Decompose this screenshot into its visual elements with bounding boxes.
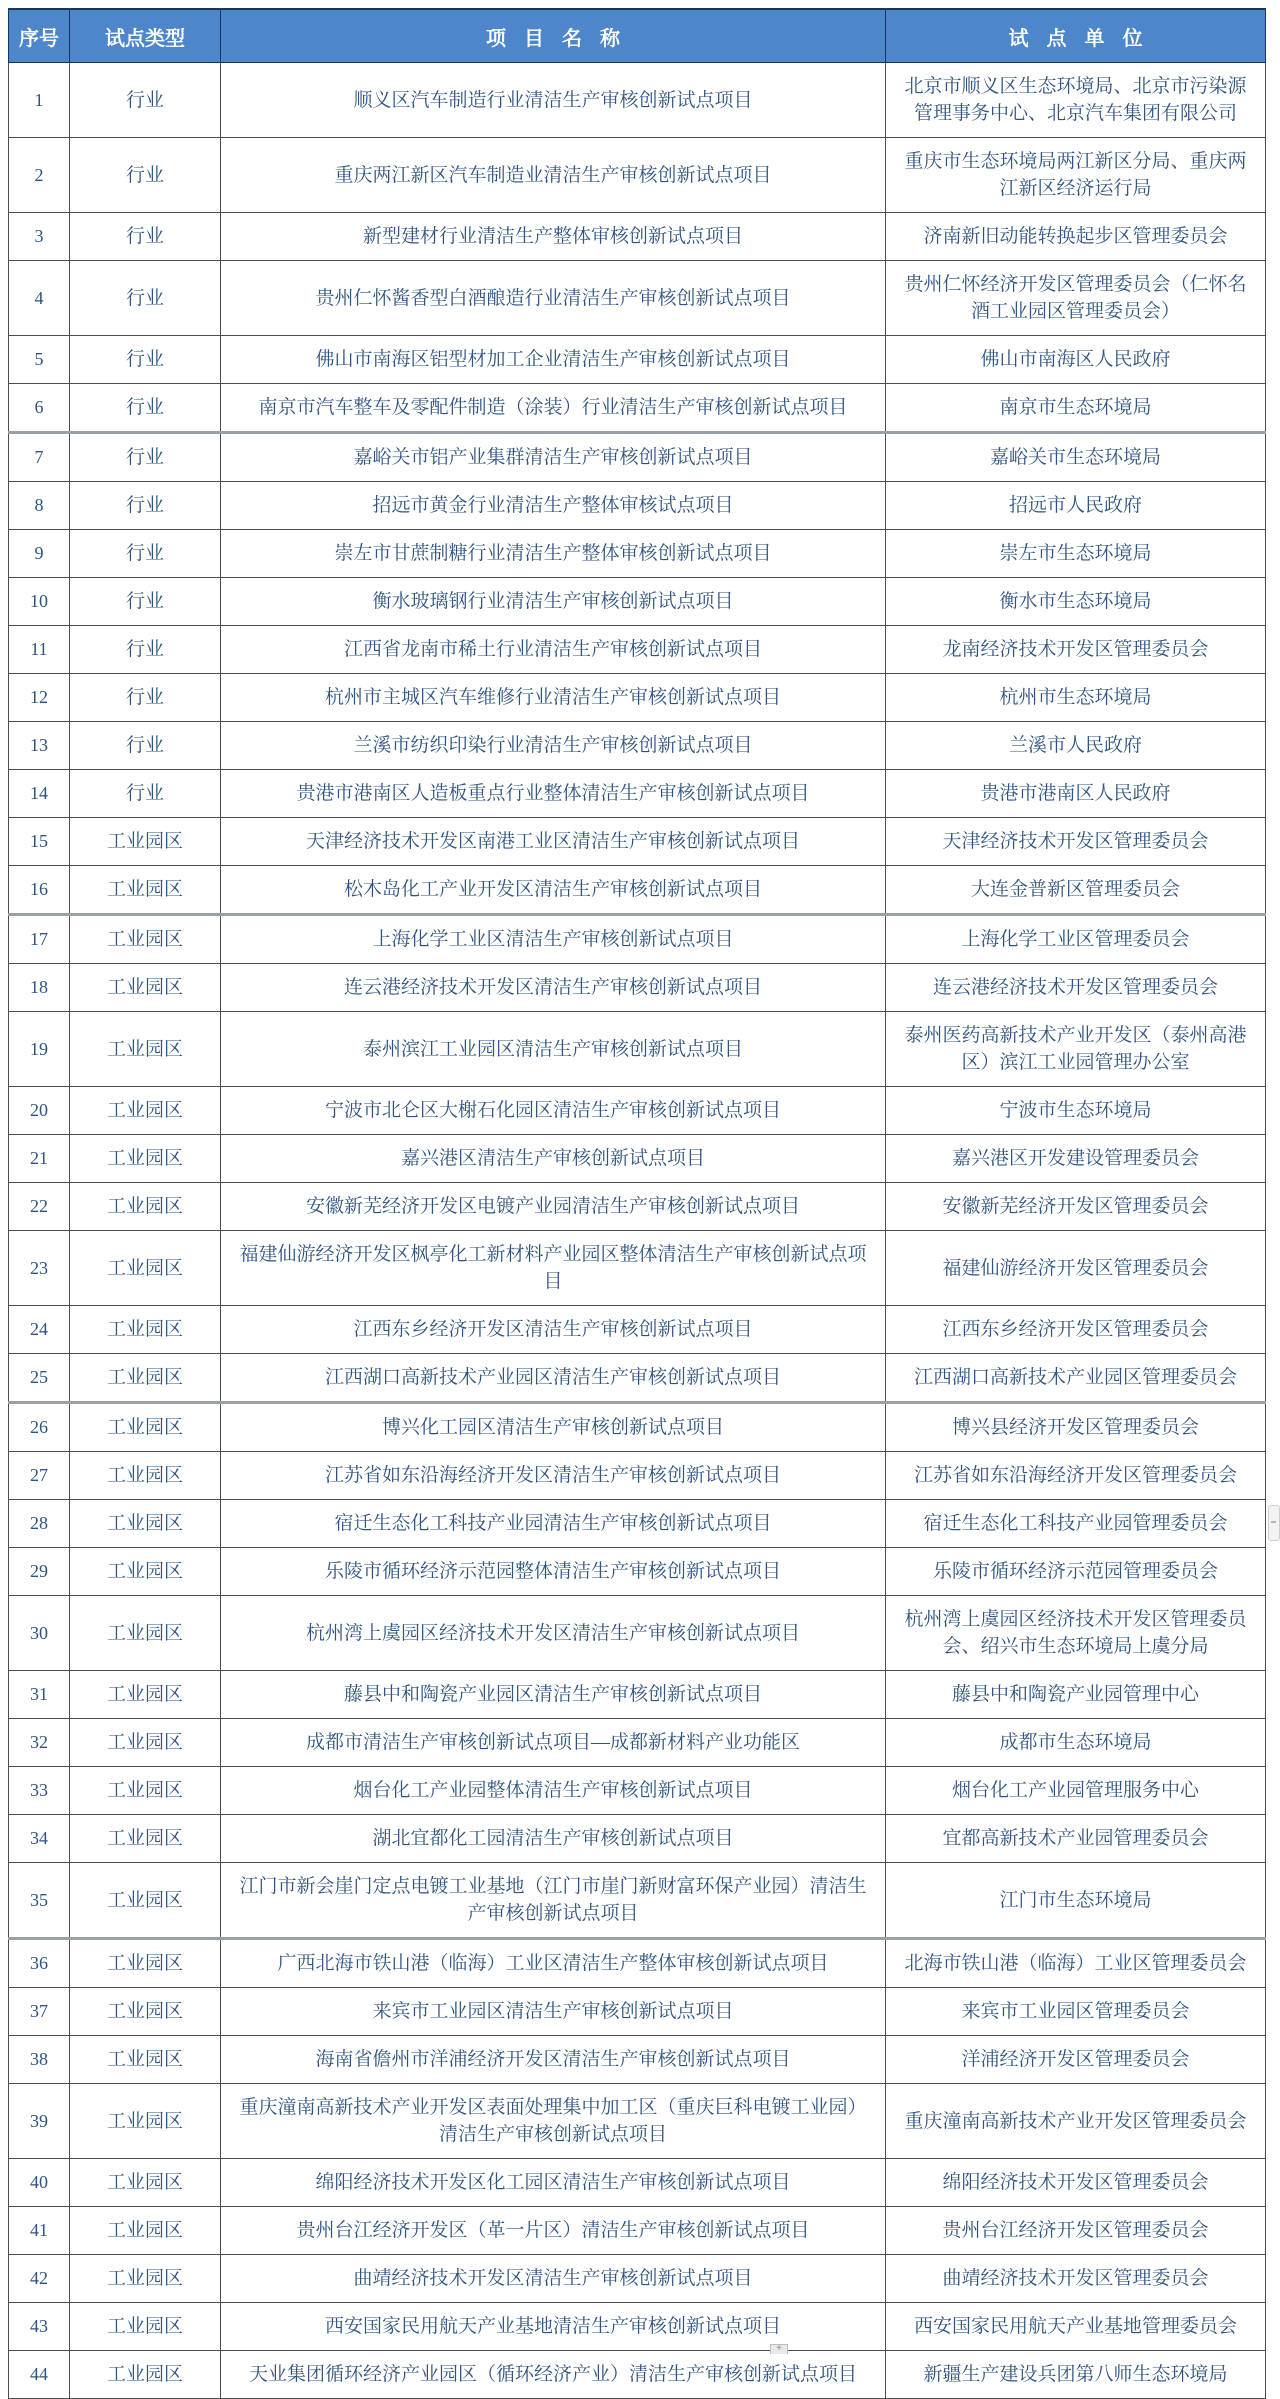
row-project-cell: 江西省龙南市稀土行业清洁生产审核创新试点项目 [221,626,886,674]
row-type-cell: 工业园区 [70,1548,221,1596]
row-index-cell: 37 [9,1988,70,2036]
row-project-cell: 崇左市甘蔗制糖行业清洁生产整体审核创新试点项目 [221,530,886,578]
row-type-cell: 工业园区 [70,1719,221,1767]
row-index-cell: 12 [9,674,70,722]
row-unit-cell: 济南新旧动能转换起步区管理委员会 [886,213,1266,261]
row-index-cell: 33 [9,1767,70,1815]
row-type-cell: 行业 [70,626,221,674]
row-index-cell: 20 [9,1087,70,1135]
table-row [9,1135,1266,1183]
row-type-cell: 工业园区 [70,915,221,964]
table-row [9,674,1266,722]
row-type-cell: 行业 [70,261,221,336]
row-unit-cell: 曲靖经济技术开发区管理委员会 [886,2255,1266,2303]
row-unit-cell: 杭州湾上虞园区经济技术开发区管理委员会、绍兴市生态环境局上虞分局 [886,1596,1266,1671]
row-index-cell: 26 [9,1403,70,1452]
row-project-cell: 衡水玻璃钢行业清洁生产审核创新试点项目 [221,578,886,626]
row-project-cell: 曲靖经济技术开发区清洁生产审核创新试点项目 [221,2255,886,2303]
table-row [9,384,1266,433]
row-unit-cell: 崇左市生态环境局 [886,530,1266,578]
table-row [9,2303,1266,2351]
row-type-cell: 行业 [70,770,221,818]
row-index-cell: 9 [9,530,70,578]
table-row [9,1087,1266,1135]
row-unit-cell: 烟台化工产业园管理服务中心 [886,1767,1266,1815]
row-unit-cell: 北海市铁山港（临海）工业区管理委员会 [886,1939,1266,1988]
row-project-cell: 天津经济技术开发区南港工业区清洁生产审核创新试点项目 [221,818,886,866]
column-header-index: 序号 [9,9,70,63]
table-row [9,2159,1266,2207]
table-body [9,63,1266,2399]
row-index-cell: 4 [9,261,70,336]
row-type-cell: 行业 [70,384,221,433]
row-type-cell: 工业园区 [70,1988,221,2036]
row-index-cell: 18 [9,964,70,1012]
row-unit-cell: 江西湖口高新技术产业园区管理委员会 [886,1354,1266,1403]
row-type-cell: 工业园区 [70,2303,221,2351]
row-unit-cell: 招远市人民政府 [886,482,1266,530]
row-index-cell: 17 [9,915,70,964]
table-row [9,63,1266,138]
row-type-cell: 工业园区 [70,1231,221,1306]
row-type-cell: 工业园区 [70,1815,221,1863]
row-project-cell: 成都市清洁生产审核创新试点项目—成都新材料产业功能区 [221,1719,886,1767]
row-type-cell: 工业园区 [70,1500,221,1548]
row-unit-cell: 江苏省如东沿海经济开发区管理委员会 [886,1452,1266,1500]
table-row [9,1548,1266,1596]
table-row [9,138,1266,213]
row-index-cell: 39 [9,2084,70,2159]
row-index-cell: 3 [9,213,70,261]
row-project-cell: 广西北海市铁山港（临海）工业区清洁生产整体审核创新试点项目 [221,1939,886,1988]
row-type-cell: 行业 [70,433,221,482]
row-project-cell: 贵港市港南区人造板重点行业整体清洁生产审核创新试点项目 [221,770,886,818]
row-unit-cell: 宁波市生态环境局 [886,1087,1266,1135]
row-index-cell: 35 [9,1863,70,1939]
row-type-cell: 工业园区 [70,2255,221,2303]
row-unit-cell: 博兴县经济开发区管理委员会 [886,1403,1266,1452]
table-row [9,866,1266,915]
table-row [9,1671,1266,1719]
row-type-cell: 工业园区 [70,1087,221,1135]
row-project-cell: 重庆潼南高新技术产业开发区表面处理集中加工区（重庆巨科电镀工业园）清洁生产审核创新试点项目 [221,2084,886,2159]
row-index-cell: 10 [9,578,70,626]
table-row [9,915,1266,964]
row-unit-cell: 来宾市工业园区管理委员会 [886,1988,1266,2036]
row-unit-cell: 兰溪市人民政府 [886,722,1266,770]
row-type-cell: 工业园区 [70,964,221,1012]
row-unit-cell: 安徽新芜经济开发区管理委员会 [886,1183,1266,1231]
table-row [9,2084,1266,2159]
row-project-cell: 乐陵市循环经济示范园整体清洁生产审核创新试点项目 [221,1548,886,1596]
table-row [9,213,1266,261]
table-row [9,433,1266,482]
row-project-cell: 南京市汽车整车及零配件制造（涂装）行业清洁生产审核创新试点项目 [221,384,886,433]
row-type-cell: 行业 [70,138,221,213]
row-unit-cell: 重庆市生态环境局两江新区分局、重庆两江新区经济运行局 [886,138,1266,213]
row-unit-cell: 江门市生态环境局 [886,1863,1266,1939]
table-row [9,1183,1266,1231]
row-type-cell: 工业园区 [70,2159,221,2207]
table-row [9,261,1266,336]
row-index-cell: 30 [9,1596,70,1671]
column-header-type: 试点类型 [70,9,221,63]
row-project-cell: 招远市黄金行业清洁生产整体审核试点项目 [221,482,886,530]
row-index-cell: 36 [9,1939,70,1988]
row-type-cell: 工业园区 [70,1012,221,1087]
row-project-cell: 藤县中和陶瓷产业园区清洁生产审核创新试点项目 [221,1671,886,1719]
row-index-cell: 13 [9,722,70,770]
row-type-cell: 工业园区 [70,2207,221,2255]
row-index-cell: 16 [9,866,70,915]
row-unit-cell: 嘉峪关市生态环境局 [886,433,1266,482]
table-row [9,1500,1266,1548]
row-index-cell: 28 [9,1500,70,1548]
row-unit-cell: 江西东乡经济开发区管理委员会 [886,1306,1266,1354]
row-project-cell: 绵阳经济技术开发区化工园区清洁生产审核创新试点项目 [221,2159,886,2207]
row-index-cell: 31 [9,1671,70,1719]
row-type-cell: 工业园区 [70,2351,221,2399]
row-type-cell: 工业园区 [70,1183,221,1231]
row-type-cell: 工业园区 [70,1767,221,1815]
row-index-cell: 1 [9,63,70,138]
table-row [9,2036,1266,2084]
row-type-cell: 行业 [70,530,221,578]
table-header-row [9,9,1266,63]
table-row [9,1767,1266,1815]
column-header-unit: 试点单位 [886,9,1266,63]
row-unit-cell: 重庆潼南高新技术产业开发区管理委员会 [886,2084,1266,2159]
row-project-cell: 兰溪市纺织印染行业清洁生产审核创新试点项目 [221,722,886,770]
row-unit-cell: 西安国家民用航天产业基地管理委员会 [886,2303,1266,2351]
row-type-cell: 工业园区 [70,1596,221,1671]
table-row [9,1354,1266,1403]
table-row [9,578,1266,626]
row-index-cell: 25 [9,1354,70,1403]
table-row [9,482,1266,530]
row-project-cell: 江门市新会崖门定点电镀工业基地（江门市崖门新财富环保产业园）清洁生产审核创新试点项目 [221,1863,886,1939]
table-row [9,1231,1266,1306]
row-project-cell: 来宾市工业园区清洁生产审核创新试点项目 [221,1988,886,2036]
row-unit-cell: 连云港经济技术开发区管理委员会 [886,964,1266,1012]
row-type-cell: 工业园区 [70,2084,221,2159]
row-project-cell: 湖北宜都化工园清洁生产审核创新试点项目 [221,1815,886,1863]
row-index-cell: 8 [9,482,70,530]
row-index-cell: 32 [9,1719,70,1767]
row-project-cell: 重庆两江新区汽车制造业清洁生产审核创新试点项目 [221,138,886,213]
row-unit-cell: 绵阳经济技术开发区管理委员会 [886,2159,1266,2207]
row-project-cell: 顺义区汽车制造行业清洁生产审核创新试点项目 [221,63,886,138]
row-unit-cell: 龙南经济技术开发区管理委员会 [886,626,1266,674]
row-index-cell: 14 [9,770,70,818]
table-row [9,1815,1266,1863]
row-project-cell: 江苏省如东沿海经济开发区清洁生产审核创新试点项目 [221,1452,886,1500]
row-unit-cell: 贵州仁怀经济开发区管理委员会（仁怀名酒工业园区管理委员会） [886,261,1266,336]
row-index-cell: 15 [9,818,70,866]
row-index-cell: 6 [9,384,70,433]
row-index-cell: 41 [9,2207,70,2255]
row-index-cell: 40 [9,2159,70,2207]
row-unit-cell: 北京市顺义区生态环境局、北京市污染源管理事务中心、北京汽车集团有限公司 [886,63,1266,138]
row-type-cell: 行业 [70,674,221,722]
scrollbar-thumb[interactable] [1268,1505,1280,1541]
row-project-cell: 宿迁生态化工科技产业园清洁生产审核创新试点项目 [221,1500,886,1548]
row-index-cell: 43 [9,2303,70,2351]
row-type-cell: 工业园区 [70,1671,221,1719]
row-index-cell: 38 [9,2036,70,2084]
row-unit-cell: 泰州医药高新技术产业开发区（泰州高港区）滨江工业园管理办公室 [886,1012,1266,1087]
table-row [9,530,1266,578]
row-unit-cell: 衡水市生态环境局 [886,578,1266,626]
row-type-cell: 行业 [70,213,221,261]
table-row [9,336,1266,384]
table-row [9,818,1266,866]
row-index-cell: 29 [9,1548,70,1596]
row-index-cell: 24 [9,1306,70,1354]
table-row [9,2351,1266,2399]
row-project-cell: 福建仙游经济开发区枫亭化工新材料产业园区整体清洁生产审核创新试点项目 [221,1231,886,1306]
row-index-cell: 7 [9,433,70,482]
table-row [9,626,1266,674]
column-header-project: 项目名称 [221,9,886,63]
row-type-cell: 行业 [70,63,221,138]
row-index-cell: 27 [9,1452,70,1500]
row-index-cell: 23 [9,1231,70,1306]
table-row [9,1988,1266,2036]
row-project-cell: 上海化学工业区清洁生产审核创新试点项目 [221,915,886,964]
row-project-cell: 宁波市北仑区大榭石化园区清洁生产审核创新试点项目 [221,1087,886,1135]
row-type-cell: 工业园区 [70,2036,221,2084]
row-unit-cell: 嘉兴港区开发建设管理委员会 [886,1135,1266,1183]
row-index-cell: 34 [9,1815,70,1863]
table-row [9,722,1266,770]
table-row [9,2207,1266,2255]
row-project-cell: 新型建材行业清洁生产整体审核创新试点项目 [221,213,886,261]
row-unit-cell: 乐陵市循环经济示范园管理委员会 [886,1548,1266,1596]
row-type-cell: 行业 [70,578,221,626]
row-type-cell: 工业园区 [70,1306,221,1354]
row-index-cell: 44 [9,2351,70,2399]
row-index-cell: 2 [9,138,70,213]
row-type-cell: 工业园区 [70,866,221,915]
row-type-cell: 工业园区 [70,1135,221,1183]
row-project-cell: 江西湖口高新技术产业园区清洁生产审核创新试点项目 [221,1354,886,1403]
row-index-cell: 19 [9,1012,70,1087]
page-control[interactable]: + [770,2344,788,2354]
row-unit-cell: 新疆生产建设兵团第八师生态环境局 [886,2351,1266,2399]
row-project-cell: 嘉峪关市铝产业集群清洁生产审核创新试点项目 [221,433,886,482]
row-unit-cell: 佛山市南海区人民政府 [886,336,1266,384]
row-unit-cell: 天津经济技术开发区管理委员会 [886,818,1266,866]
row-index-cell: 11 [9,626,70,674]
row-project-cell: 安徽新芜经济开发区电镀产业园清洁生产审核创新试点项目 [221,1183,886,1231]
row-type-cell: 工业园区 [70,1354,221,1403]
row-type-cell: 行业 [70,336,221,384]
row-unit-cell: 宿迁生态化工科技产业园管理委员会 [886,1500,1266,1548]
row-project-cell: 连云港经济技术开发区清洁生产审核创新试点项目 [221,964,886,1012]
row-unit-cell: 宜都高新技术产业园管理委员会 [886,1815,1266,1863]
row-unit-cell: 南京市生态环境局 [886,384,1266,433]
row-unit-cell: 福建仙游经济开发区管理委员会 [886,1231,1266,1306]
row-project-cell: 嘉兴港区清洁生产审核创新试点项目 [221,1135,886,1183]
row-unit-cell: 藤县中和陶瓷产业园管理中心 [886,1671,1266,1719]
row-unit-cell: 贵州台江经济开发区管理委员会 [886,2207,1266,2255]
table-row [9,770,1266,818]
row-unit-cell: 贵港市港南区人民政府 [886,770,1266,818]
row-project-cell: 天业集团循环经济产业园区（循环经济产业）清洁生产审核创新试点项目 [221,2351,886,2399]
table-row [9,1596,1266,1671]
row-project-cell: 海南省儋州市洋浦经济开发区清洁生产审核创新试点项目 [221,2036,886,2084]
table-row [9,1939,1266,1988]
row-unit-cell: 大连金普新区管理委员会 [886,866,1266,915]
table-row [9,1306,1266,1354]
row-index-cell: 22 [9,1183,70,1231]
row-type-cell: 工业园区 [70,818,221,866]
table-row [9,964,1266,1012]
row-project-cell: 泰州滨江工业园区清洁生产审核创新试点项目 [221,1012,886,1087]
table-row [9,2255,1266,2303]
row-type-cell: 工业园区 [70,1939,221,1988]
row-unit-cell: 上海化学工业区管理委员会 [886,915,1266,964]
row-index-cell: 42 [9,2255,70,2303]
table-row [9,1452,1266,1500]
row-type-cell: 行业 [70,722,221,770]
row-project-cell: 杭州湾上虞园区经济技术开发区清洁生产审核创新试点项目 [221,1596,886,1671]
row-index-cell: 5 [9,336,70,384]
row-type-cell: 工业园区 [70,1452,221,1500]
table-row [9,1863,1266,1939]
row-project-cell: 佛山市南海区铝型材加工企业清洁生产审核创新试点项目 [221,336,886,384]
row-unit-cell: 杭州市生态环境局 [886,674,1266,722]
row-project-cell: 江西东乡经济开发区清洁生产审核创新试点项目 [221,1306,886,1354]
row-type-cell: 工业园区 [70,1403,221,1452]
row-project-cell: 杭州市主城区汽车维修行业清洁生产审核创新试点项目 [221,674,886,722]
row-project-cell: 西安国家民用航天产业基地清洁生产审核创新试点项目 [221,2303,886,2351]
row-project-cell: 烟台化工产业园整体清洁生产审核创新试点项目 [221,1767,886,1815]
row-unit-cell: 成都市生态环境局 [886,1719,1266,1767]
table-row [9,1403,1266,1452]
row-index-cell: 21 [9,1135,70,1183]
row-unit-cell: 洋浦经济开发区管理委员会 [886,2036,1266,2084]
row-project-cell: 松木岛化工产业开发区清洁生产审核创新试点项目 [221,866,886,915]
pilot-project-table [8,8,1266,2399]
table-row [9,1012,1266,1087]
row-project-cell: 贵州台江经济开发区（革一片区）清洁生产审核创新试点项目 [221,2207,886,2255]
table-row [9,1719,1266,1767]
row-type-cell: 行业 [70,482,221,530]
row-project-cell: 贵州仁怀酱香型白酒酿造行业清洁生产审核创新试点项目 [221,261,886,336]
row-type-cell: 工业园区 [70,1863,221,1939]
row-project-cell: 博兴化工园区清洁生产审核创新试点项目 [221,1403,886,1452]
